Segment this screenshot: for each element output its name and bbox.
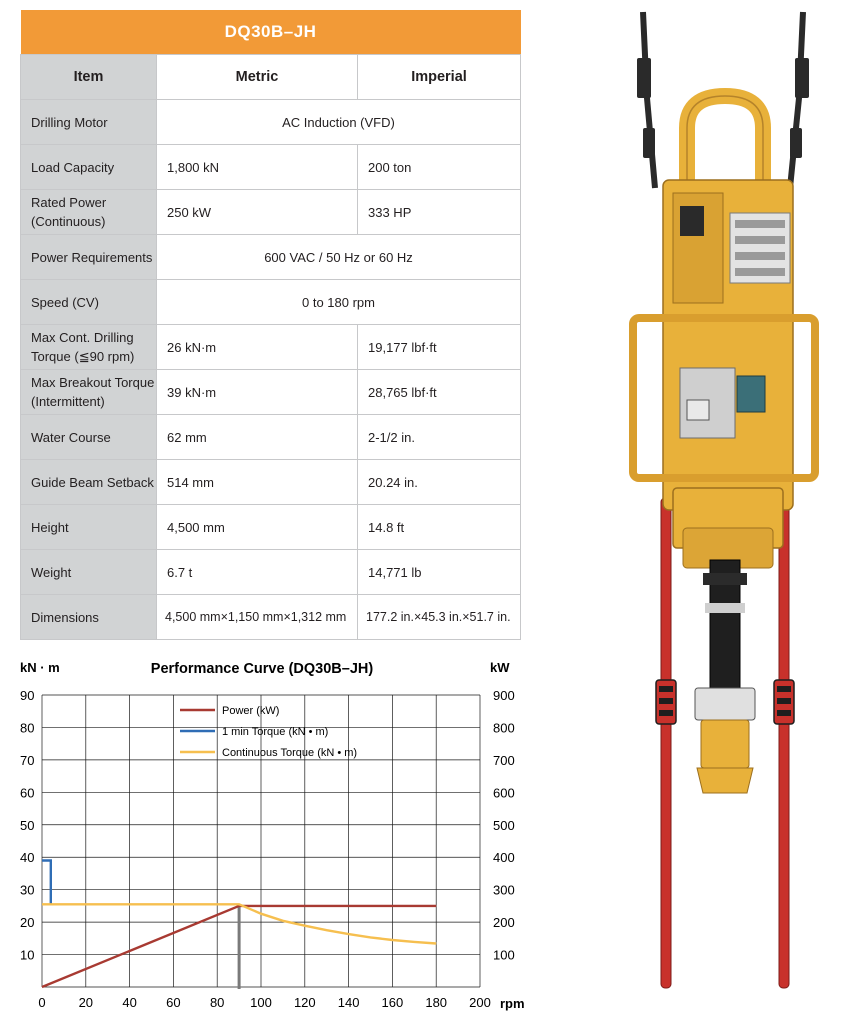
row-label: Water Course xyxy=(21,415,157,460)
row-value: 0 to 180 rpm xyxy=(157,280,521,325)
table-row xyxy=(21,145,521,190)
y-left-tick-label: 10 xyxy=(20,947,35,963)
row-imperial: 14.8 ft xyxy=(358,505,521,550)
left-axis-unit: kN · m xyxy=(20,660,60,675)
y-right-tick-label: 800 xyxy=(493,720,515,736)
row-imperial: 200 ton xyxy=(358,145,521,190)
row-label: Height xyxy=(21,505,157,550)
row-imperial: 2-1/2 in. xyxy=(358,415,521,460)
x-tick-label: 180 xyxy=(425,995,448,1010)
table-row xyxy=(21,370,521,415)
left-cable xyxy=(637,12,655,188)
table-row xyxy=(21,595,521,640)
performance-chart xyxy=(0,655,540,1024)
header-imperial: Imperial xyxy=(358,55,521,100)
row-value: 600 VAC / 50 Hz or 60 Hz xyxy=(157,235,521,280)
table-row xyxy=(21,235,521,280)
row-imperial: 19,177 lbf·ft xyxy=(358,325,521,370)
row-label: Speed (CV) xyxy=(21,280,157,325)
x-tick-label: 120 xyxy=(293,995,316,1010)
x-tick-label: 140 xyxy=(337,995,360,1010)
x-tick-label: 160 xyxy=(381,995,404,1010)
left-hose-rod xyxy=(656,498,676,988)
legend-label: Continuous Torque (kN • m) xyxy=(222,747,358,759)
row-label: Weight xyxy=(21,550,157,595)
y-left-tick-label: 20 xyxy=(20,915,35,931)
row-label: Guide Beam Setback xyxy=(21,460,157,505)
y-right-tick-label: 600 xyxy=(493,785,515,801)
x-tick-label: 20 xyxy=(78,995,94,1010)
x-tick-label: 200 xyxy=(469,995,491,1010)
y-left-tick-label: 90 xyxy=(20,688,35,703)
y-left-tick-label: 80 xyxy=(20,720,35,736)
x-tick-label: 60 xyxy=(166,995,181,1010)
x-axis-unit: rpm xyxy=(500,996,525,1011)
row-imperial: 177.2 in.×45.3 in.×51.7 in. xyxy=(358,595,521,640)
row-metric: 250 kW xyxy=(157,190,358,235)
x-tick-label: 0 xyxy=(38,995,46,1010)
table-row xyxy=(21,280,521,325)
spec-table xyxy=(20,10,521,640)
row-metric: 39 kN·m xyxy=(157,370,358,415)
row-metric: 4,500 mm×1,150 mm×1,312 mm xyxy=(157,595,358,640)
row-label: Drilling Motor xyxy=(21,100,157,145)
row-metric: 26 kN·m xyxy=(157,325,358,370)
row-metric: 514 mm xyxy=(157,460,358,505)
right-axis-unit: kW xyxy=(490,660,510,675)
y-right-tick-label: 200 xyxy=(493,915,515,931)
top-drive-illustration xyxy=(625,8,825,993)
header-item: Item xyxy=(21,55,157,100)
chart-title: Performance Curve (DQ30B–JH) xyxy=(150,661,374,677)
row-metric: 6.7 t xyxy=(157,550,358,595)
legend-label: Power (kW) xyxy=(222,705,280,717)
table-title: DQ30B–JH xyxy=(21,10,521,55)
row-label: Max Cont. Drilling Torque (≦90 rpm) xyxy=(21,325,157,370)
row-imperial: 333 HP xyxy=(358,190,521,235)
row-label: Power Requirements xyxy=(21,235,157,280)
row-label: Dimensions xyxy=(21,595,157,640)
row-imperial: 20.24 in. xyxy=(358,460,521,505)
table-row xyxy=(21,460,521,505)
row-label: Rated Power (Continuous) xyxy=(21,190,157,235)
row-value: AC Induction (VFD) xyxy=(157,100,521,145)
x-tick-label: 80 xyxy=(209,995,225,1010)
y-left-tick-label: 40 xyxy=(20,850,35,866)
header-metric: Metric xyxy=(157,55,358,100)
table-row xyxy=(21,325,521,370)
row-metric: 4,500 mm xyxy=(157,505,358,550)
row-metric: 62 mm xyxy=(157,415,358,460)
y-right-tick-label: 300 xyxy=(493,882,515,898)
row-metric: 1,800 kN xyxy=(157,145,358,190)
legend-label: 1 min Torque (kN • m) xyxy=(222,726,329,738)
y-left-tick-label: 70 xyxy=(20,752,35,768)
table-row xyxy=(21,415,521,460)
spindle-cone xyxy=(697,768,753,793)
y-right-tick-label: 400 xyxy=(493,850,515,866)
series-line-2 xyxy=(42,861,51,905)
y-left-tick-label: 50 xyxy=(20,817,35,833)
x-tick-label: 100 xyxy=(250,995,272,1010)
x-tick-label: 40 xyxy=(122,995,137,1010)
row-imperial: 28,765 lbf·ft xyxy=(358,370,521,415)
table-row xyxy=(21,100,521,145)
row-label: Load Capacity xyxy=(21,145,157,190)
y-left-tick-label: 60 xyxy=(20,785,35,801)
right-cable xyxy=(790,12,809,188)
table-row xyxy=(21,550,521,595)
y-right-tick-label: 500 xyxy=(493,817,515,833)
y-left-tick-label: 30 xyxy=(20,882,35,898)
table-row xyxy=(21,190,521,235)
row-label: Max Breakout Torque (Intermittent) xyxy=(21,370,157,415)
row-imperial: 14,771 lb xyxy=(358,550,521,595)
right-hose-rod xyxy=(774,498,794,988)
y-right-tick-label: 700 xyxy=(493,752,515,768)
y-right-tick-label: 100 xyxy=(493,947,515,963)
y-right-tick-label: 900 xyxy=(493,688,515,703)
table-row xyxy=(21,505,521,550)
